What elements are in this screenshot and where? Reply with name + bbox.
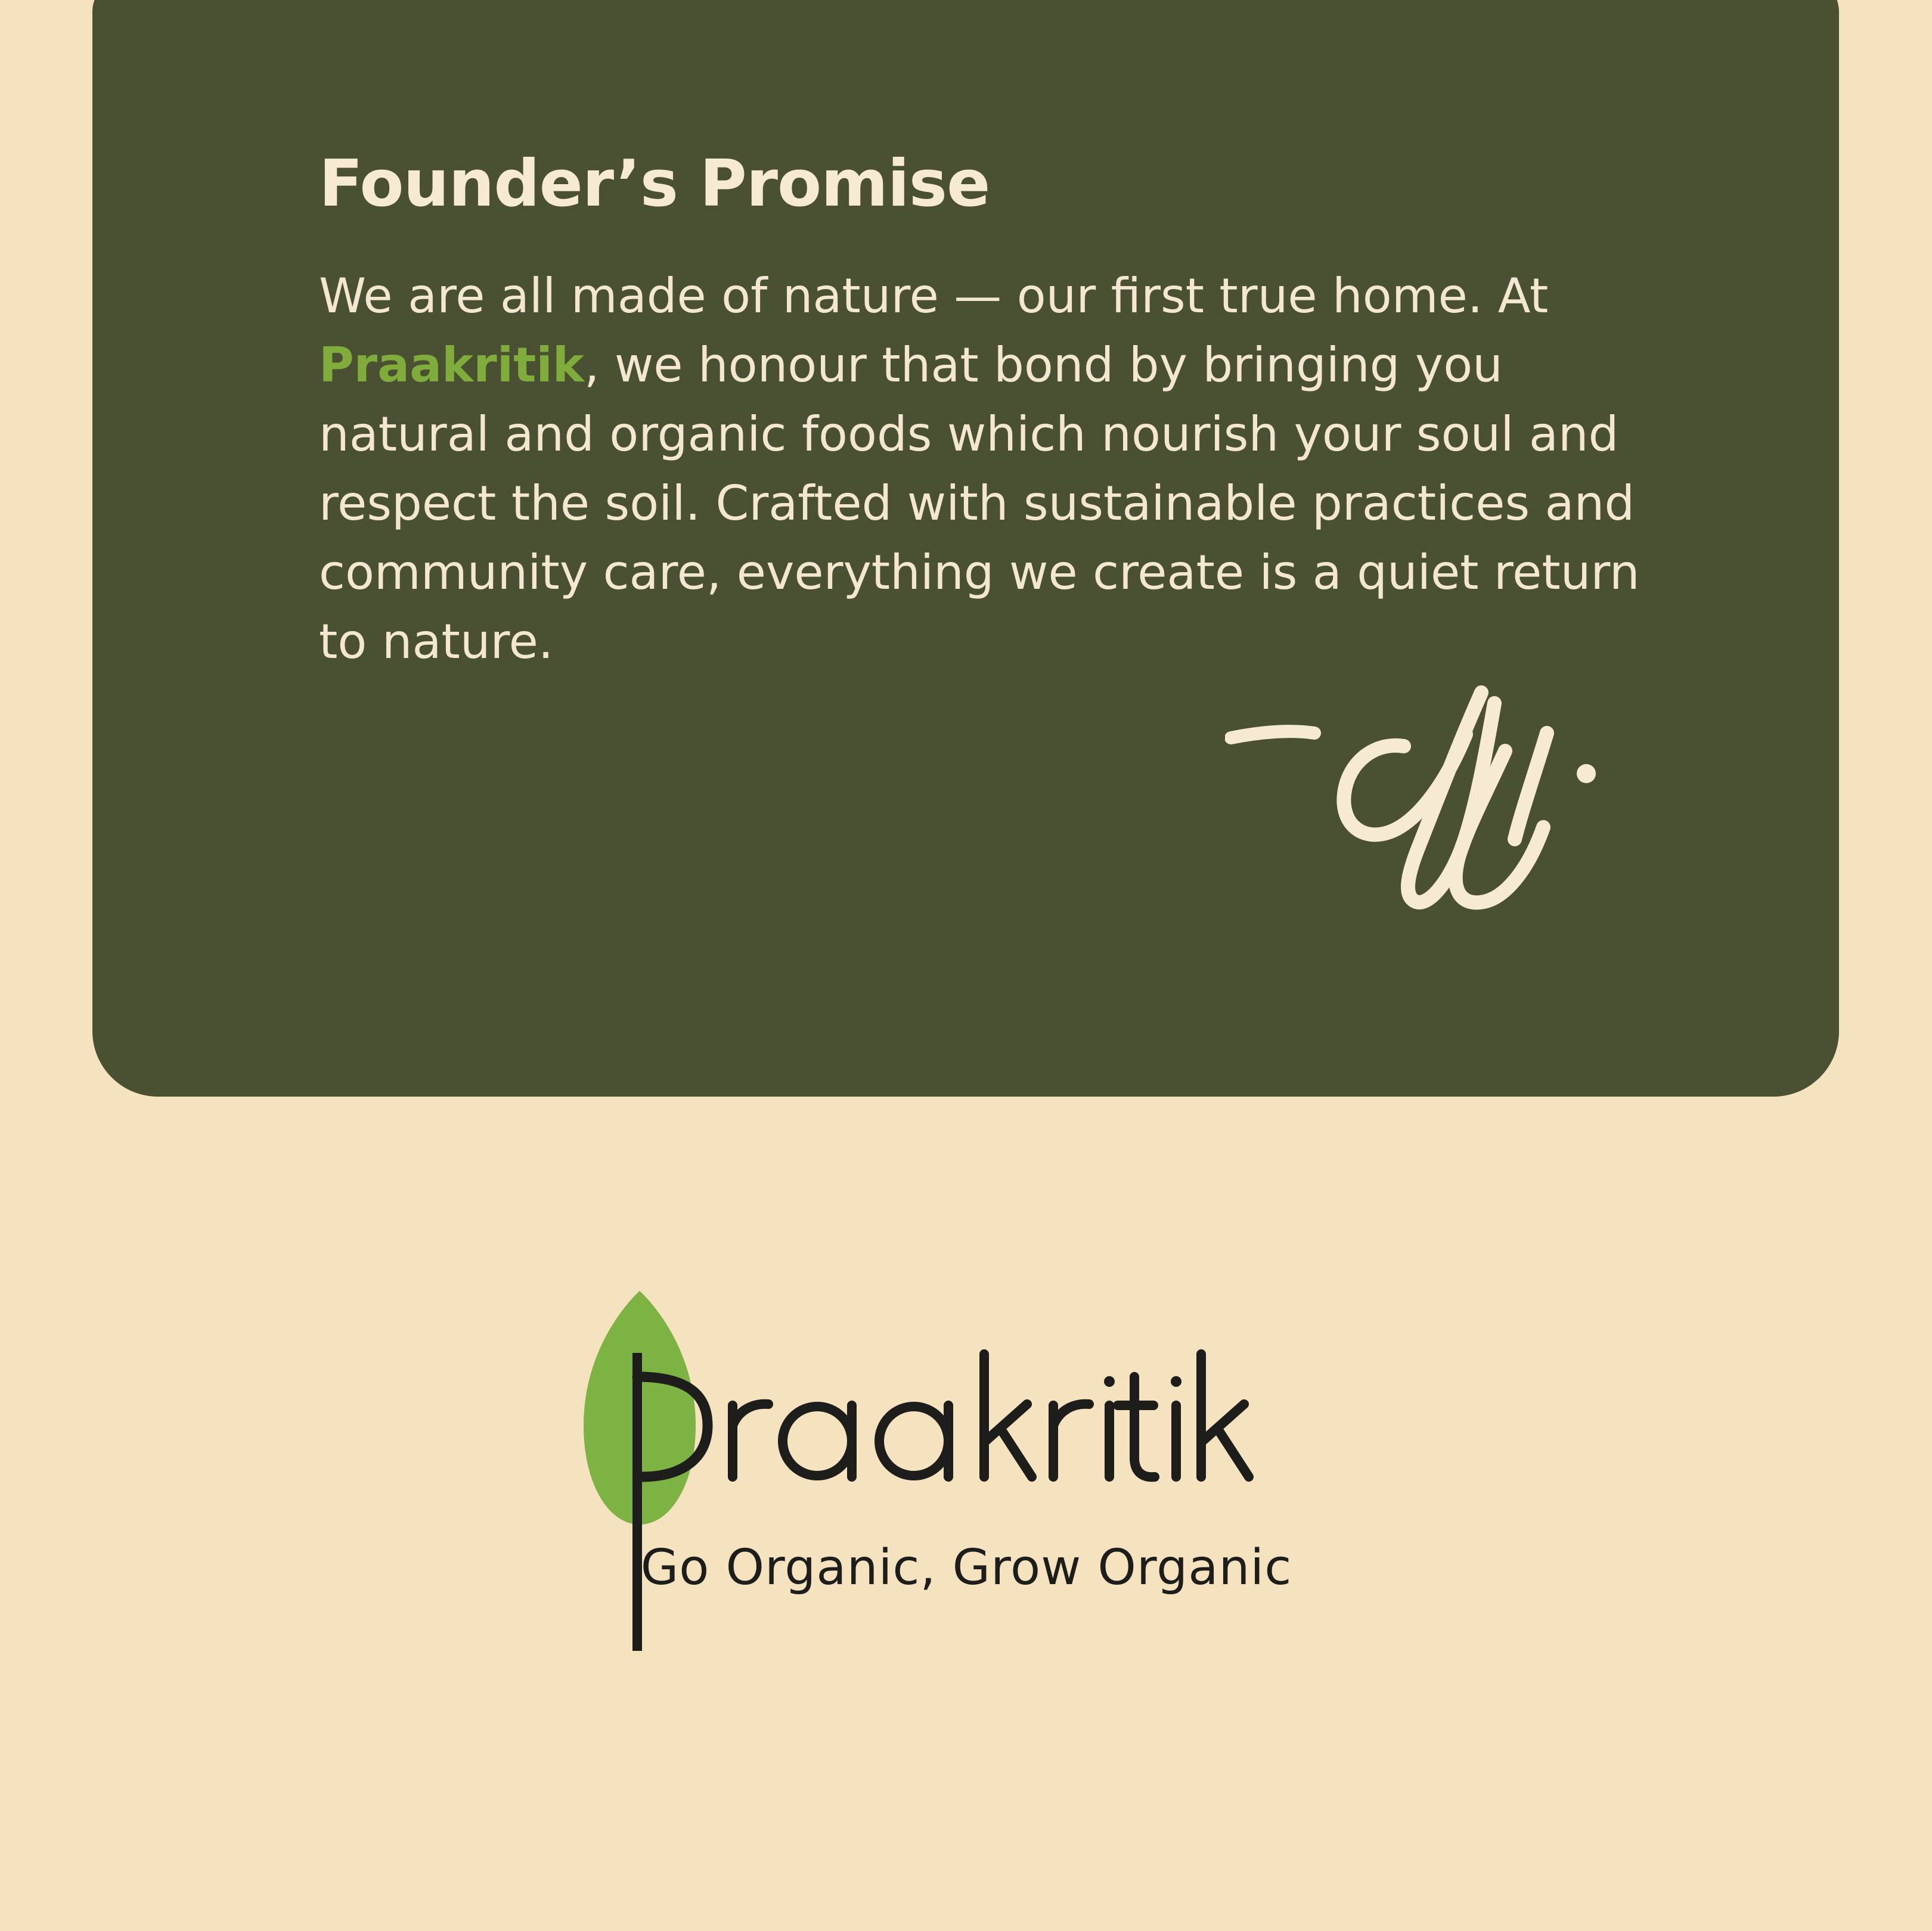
brand-name-highlight: Praakritik <box>319 337 584 393</box>
promise-text-part-one: We are all made of nature — our first true home. At <box>319 268 1549 324</box>
page-title: Founder’s Promise <box>319 147 990 221</box>
promise-body-text <box>319 262 1642 676</box>
founder-signature <box>1225 668 1642 918</box>
praakritik-logo-icon <box>513 1287 1419 1669</box>
logo-mark <box>513 1287 1419 1669</box>
brand-logo <box>0 1287 1932 1669</box>
svg-text:Go Organic, Grow Organic: Go Organic, Grow Organic <box>640 1539 1292 1596</box>
founders-promise-card <box>92 0 1839 1097</box>
promise-text-part-two: , we honour that bond by bringing you natural and organic foods which nourish your soul and respect the soil. Crafted with sustainable practices and community care, everything we create is a quiet return to nature. <box>319 337 1640 669</box>
